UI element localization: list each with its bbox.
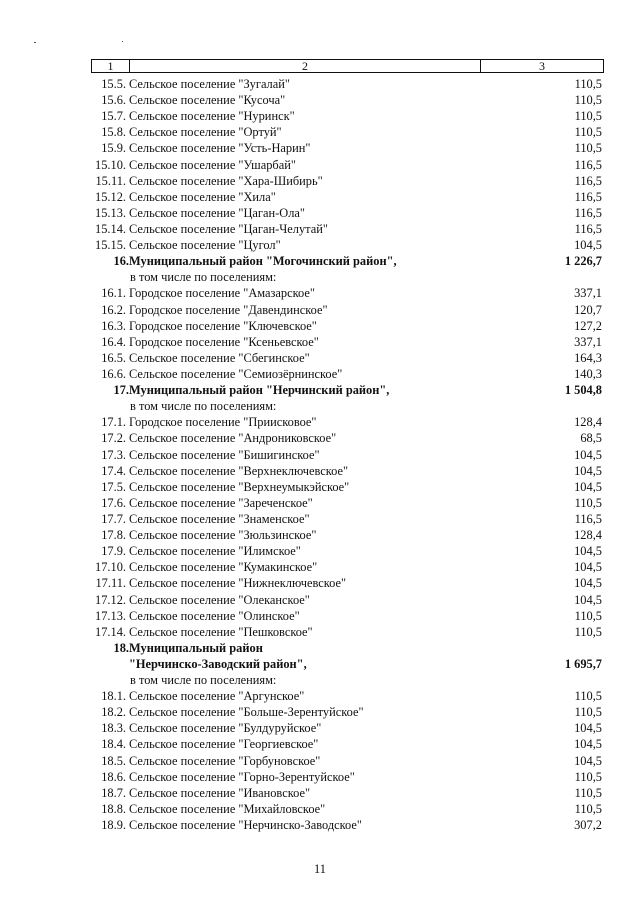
table-row [0,511,640,527]
table-header-row [91,59,604,73]
row-name: Городское поселение "Приисковое" [129,415,317,430]
row-value: 110,5 [574,141,602,156]
row-name: Сельское поселение "Ушарбай" [129,157,296,172]
row-value: 110,5 [574,109,602,124]
row-value: 337,1 [574,286,602,301]
row-name: Сельское поселение "Сбегинское" [129,350,310,365]
row-name: Сельское поселение "Горбуновское" [129,753,321,768]
row-name: Сельское поселение "Хара-Шибирь" [129,173,323,188]
table-row [0,624,640,640]
row-number: 17.8. [101,528,126,543]
table-body [0,76,640,833]
table-row [0,575,640,591]
row-value: 337,1 [574,334,602,349]
row-value: 104,5 [574,753,602,768]
row-value: 104,5 [574,544,602,559]
row-name: в том числе по поселениям: [130,270,277,285]
row-number: 17.5. [101,479,126,494]
row-name: Сельское поселение "Булдуруйское" [129,721,322,736]
row-value: 1 695,7 [564,656,602,671]
row-number: 17.9. [101,544,126,559]
row-number: 15.10. [95,157,126,172]
row-number: 18.3. [101,721,126,736]
row-value: 128,4 [574,415,602,430]
row-value: 110,5 [574,801,602,816]
table-row [0,559,640,575]
table-row [0,414,640,430]
table-row [0,608,640,624]
table-row [0,817,640,833]
row-value: 104,5 [574,560,602,575]
row-name: Сельское поселение "Зугалай" [129,77,290,91]
row-name: в том числе по поселениям: [130,399,277,414]
row-name: Городское поселение "Ключевское" [129,318,317,333]
row-number: 18.5. [101,753,126,768]
table-row [0,189,640,205]
row-number: 17.3. [101,447,126,462]
table-row [0,124,640,140]
table-row [0,479,640,495]
row-number: 17.1. [101,415,126,430]
row-number: 16. [113,254,129,269]
column-header-2: 2 [130,60,481,72]
row-number: 15.6. [101,93,126,108]
table-row [0,285,640,301]
row-number: 17. [113,383,129,398]
row-number: 18.9. [101,818,126,833]
row-number: 18.4. [101,737,126,752]
row-value: 104,5 [574,238,602,253]
table-row [0,543,640,559]
row-name: Сельское поселение "Хила" [129,189,276,204]
table-row [0,640,640,656]
table-row [0,769,640,785]
row-value: 104,5 [574,721,602,736]
row-number: 18. [113,640,129,655]
row-value: 110,5 [574,769,602,784]
row-number: 15.5. [101,77,126,91]
table-row [0,736,640,752]
row-name: Сельское поселение "Пешковское" [129,624,313,639]
column-header-3: 3 [539,59,545,73]
row-number: 16.5. [101,350,126,365]
row-name: Городское поселение "Давендинское" [129,302,328,317]
row-value: 116,5 [574,157,602,172]
table-row [0,366,640,382]
row-value: 110,5 [574,495,602,510]
row-value: 104,5 [574,447,602,462]
table-row [0,430,640,446]
table-row [0,688,640,704]
table-row [0,253,640,269]
table-row [0,704,640,720]
table-row [0,269,640,285]
scan-speck [122,41,123,42]
row-name: Сельское поселение "Олинское" [129,608,300,623]
row-value: 110,5 [574,125,602,140]
row-name: Сельское поселение "Аргунское" [129,689,305,704]
row-name: Сельское поселение "Усть-Нарин" [129,141,311,156]
table-row [0,92,640,108]
row-number: 15.15. [95,238,126,253]
row-value: 116,5 [574,205,602,220]
row-value: 110,5 [574,705,602,720]
row-name: Сельское поселение "Зареченское" [129,495,313,510]
row-name: Сельское поселение "Михайловское" [129,801,326,816]
row-name: Городское поселение "Ксеньевское" [129,334,319,349]
row-number: 17.12. [95,592,126,607]
table-row [0,318,640,334]
table-row [0,447,640,463]
row-value: 68,5 [580,431,602,446]
row-name: в том числе по поселениям: [130,673,277,688]
row-number: 17.14. [95,624,126,639]
row-name: Сельское поселение "Бишигинское" [129,447,320,462]
row-name: Сельское поселение "Семиозёрнинское" [129,366,343,381]
row-name: Сельское поселение "Георгиевское" [129,737,319,752]
row-value: 110,5 [574,93,602,108]
table-row [0,140,640,156]
row-value: 110,5 [574,624,602,639]
row-name: Сельское поселение "Ортуй" [129,125,282,140]
table-row [0,753,640,769]
row-value: 110,5 [574,608,602,623]
row-number: 16.1. [101,286,126,301]
row-number: 15.7. [101,109,126,124]
row-name: Сельское поселение "Андрониковское" [129,431,337,446]
row-name: Сельское поселение "Нижнеключевское" [129,576,347,591]
row-number: 17.7. [101,511,126,526]
page-number: 11 [314,862,326,876]
row-number: 15.9. [101,141,126,156]
row-value: 116,5 [574,511,602,526]
row-number: 18.1. [101,689,126,704]
row-number: 17.6. [101,495,126,510]
table-row [0,350,640,366]
column-header-1: 1 [92,60,130,72]
table-row [0,656,640,672]
table-row [0,237,640,253]
row-value: 104,5 [574,592,602,607]
row-name: Сельское поселение "Олеканское" [129,592,310,607]
row-value: 164,3 [574,350,602,365]
row-number: 16.4. [101,334,126,349]
row-value: 104,5 [574,463,602,478]
row-value: 120,7 [574,302,602,317]
row-name: Сельское поселение "Нуринск" [129,109,295,124]
row-value: 110,5 [574,77,602,91]
row-name: Сельское поселение "Верхнеключевское" [129,463,349,478]
row-value: 104,5 [574,576,602,591]
row-name: Сельское поселение "Кумакинское" [129,560,318,575]
table-row [0,173,640,189]
row-name: Городское поселение "Амазарское" [129,286,315,301]
row-value: 110,5 [574,785,602,800]
row-name: Сельское поселение "Нерчинско-Заводское" [129,818,362,833]
row-number: 15.14. [95,221,126,236]
row-number: 18.6. [101,769,126,784]
row-number: 17.2. [101,431,126,446]
row-number: 18.8. [101,801,126,816]
row-number: 16.6. [101,366,126,381]
row-number: 17.11. [95,576,126,591]
row-number: 17.10. [95,560,126,575]
row-number: 15.8. [101,125,126,140]
table-row [0,495,640,511]
row-name: Муниципальный район [129,640,263,655]
row-value: 116,5 [574,189,602,204]
scan-speck [34,42,36,43]
row-name: Сельское поселение "Цаган-Челутай" [129,221,328,236]
table-row [0,382,640,398]
table-row [0,720,640,736]
table-row [0,592,640,608]
row-name: Муниципальный район "Могочинский район", [129,254,397,269]
row-name: Сельское поселение "Зюльзинское" [129,528,317,543]
table-row [0,302,640,318]
row-value: 104,5 [574,479,602,494]
row-name: Сельское поселение "Знаменское" [129,511,310,526]
table-row [0,398,640,414]
row-value: 140,3 [574,366,602,381]
row-value: 307,2 [574,818,602,833]
table-row [0,672,640,688]
row-number: 15.11. [95,173,126,188]
row-value: 110,5 [574,689,602,704]
row-value: 1 226,7 [564,254,602,269]
table-row [0,108,640,124]
row-number: 15.12. [95,189,126,204]
row-value: 127,2 [574,318,602,333]
row-number: 17.4. [101,463,126,478]
table-row [0,801,640,817]
table-row [0,205,640,221]
table-row [0,334,640,350]
row-value: 104,5 [574,737,602,752]
row-number: 18.7. [101,785,126,800]
table-row [0,157,640,173]
table-row [0,221,640,237]
row-name: Муниципальный район "Нерчинский район", [129,383,390,398]
table-row [0,463,640,479]
row-number: 15.13. [95,205,126,220]
row-value: 116,5 [574,221,602,236]
row-name: Сельское поселение "Цаган-Ола" [129,205,305,220]
row-number: 17.13. [95,608,126,623]
row-value: 1 504,8 [564,383,602,398]
row-name: Сельское поселение "Больше-Зерентуйское" [129,705,364,720]
table-row [0,76,640,92]
row-name: Сельское поселение "Цугол" [129,238,281,253]
row-value: 128,4 [574,528,602,543]
row-name: Сельское поселение "Ивановское" [129,785,311,800]
row-name: Сельское поселение "Илимское" [129,544,301,559]
row-name: Сельское поселение "Кусоча" [129,93,286,108]
row-number: 16.3. [101,318,126,333]
table-row [0,527,640,543]
row-name: Сельское поселение "Верхнеумыкэйское" [129,479,350,494]
table-row [0,785,640,801]
row-number: 16.2. [101,302,126,317]
row-name: "Нерчинско-Заводский район", [129,656,307,671]
row-value: 116,5 [574,173,602,188]
row-name: Сельское поселение "Горно-Зерентуйское" [129,769,355,784]
row-number: 18.2. [101,705,126,720]
